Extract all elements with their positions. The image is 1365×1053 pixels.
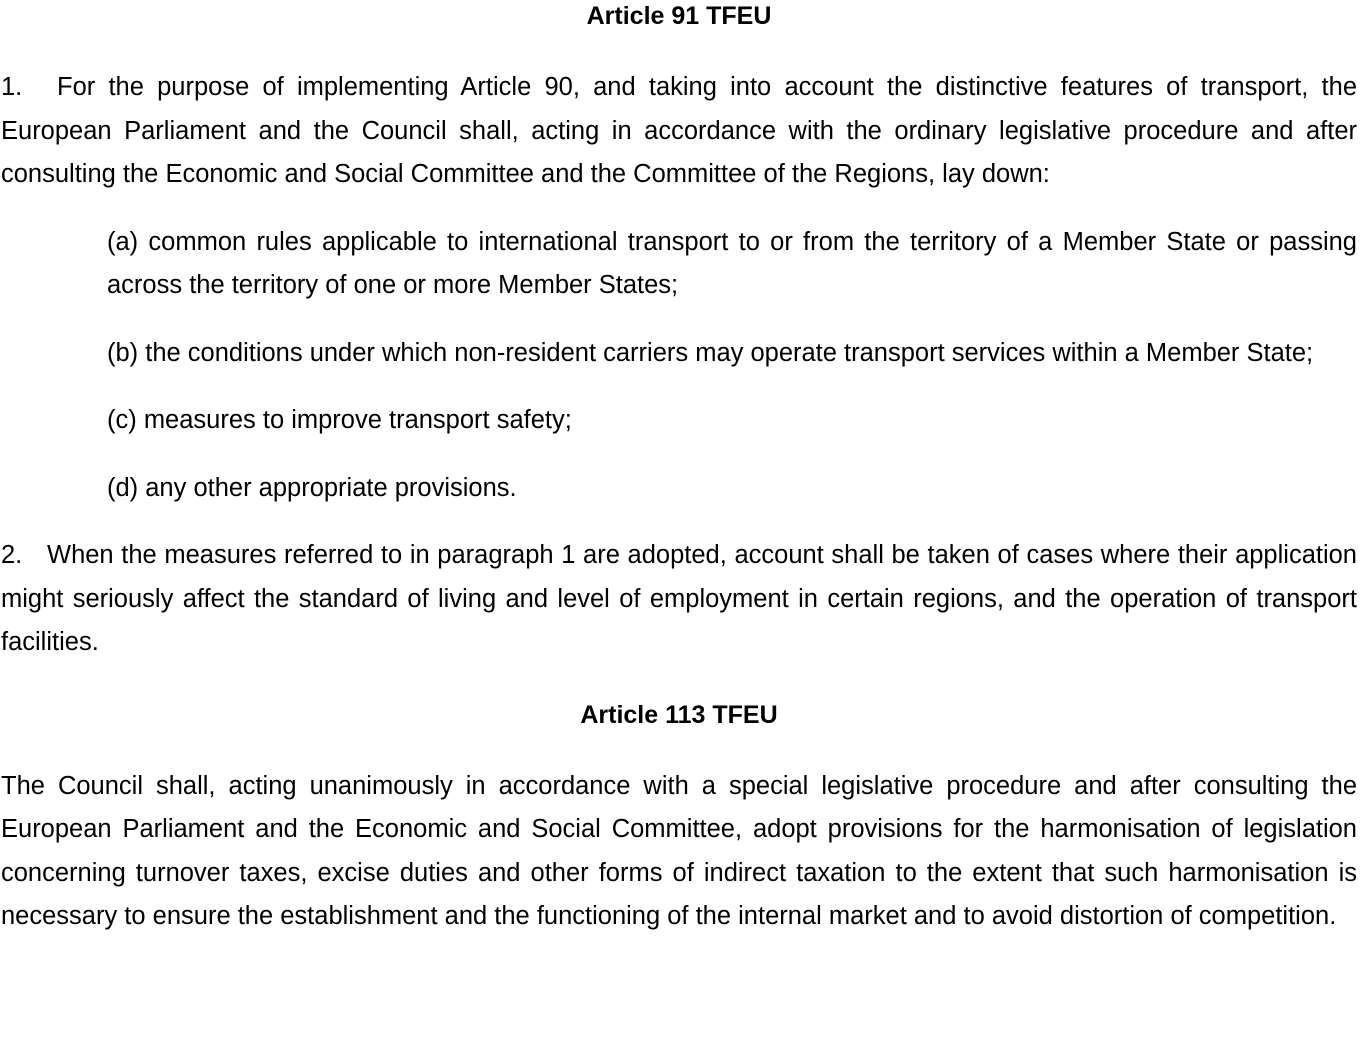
article-113-heading: Article 113 TFEU (580, 700, 778, 729)
article-91-paragraph-1 (1, 66, 1357, 197)
paragraph-text: When the measures referred to in paragraph 1 are adopted, account shall be taken of cases where their application might seriously affect the standard of living and level of employment in certain regions, and the operation of transport facilities. (1, 541, 1357, 656)
paragraph-number: 1. (1, 73, 23, 101)
paragraph-number: 2. (1, 541, 23, 569)
list-item-c: (c) measures to improve transport safety; (107, 406, 572, 434)
article-91-heading: Article 91 TFEU (586, 2, 772, 30)
article-91-paragraph-2 (1, 534, 1357, 665)
list-item-d: (d) any other appropriate provisions. (107, 473, 517, 502)
article-113-paragraph: The Council shall, acting unanimously in accordance with a special legislative procedure and after consulting the European Parliament and the Economic and Social Committee, adopt provisions for the harmonisation of legislation concerning turnover taxes, excise duties and other forms of indirect taxation to the extent that such harmonisation is necessary to ensure the establishment and the functioning of the internal market and to avoid distortion of competition. (1, 771, 1357, 930)
paragraph-text: For the purpose of implementing Article 90, and taking into account the distinctive features of transport, the European Parliament and the Council shall, acting in accordance with the ordinary legislative procedure and after consulting the Economic and Social Committee and the Committee of the Regions, lay down: (1, 73, 1357, 188)
list-item-b: (b) the conditions under which non-resident carriers may operate transport services within a Member State; (107, 338, 1314, 367)
document-page (1, 0, 1357, 939)
list-item-a: (a) common rules applicable to international transport to or from the territory of a Member State or passing across the territory of one or more Member States; (107, 227, 1357, 299)
